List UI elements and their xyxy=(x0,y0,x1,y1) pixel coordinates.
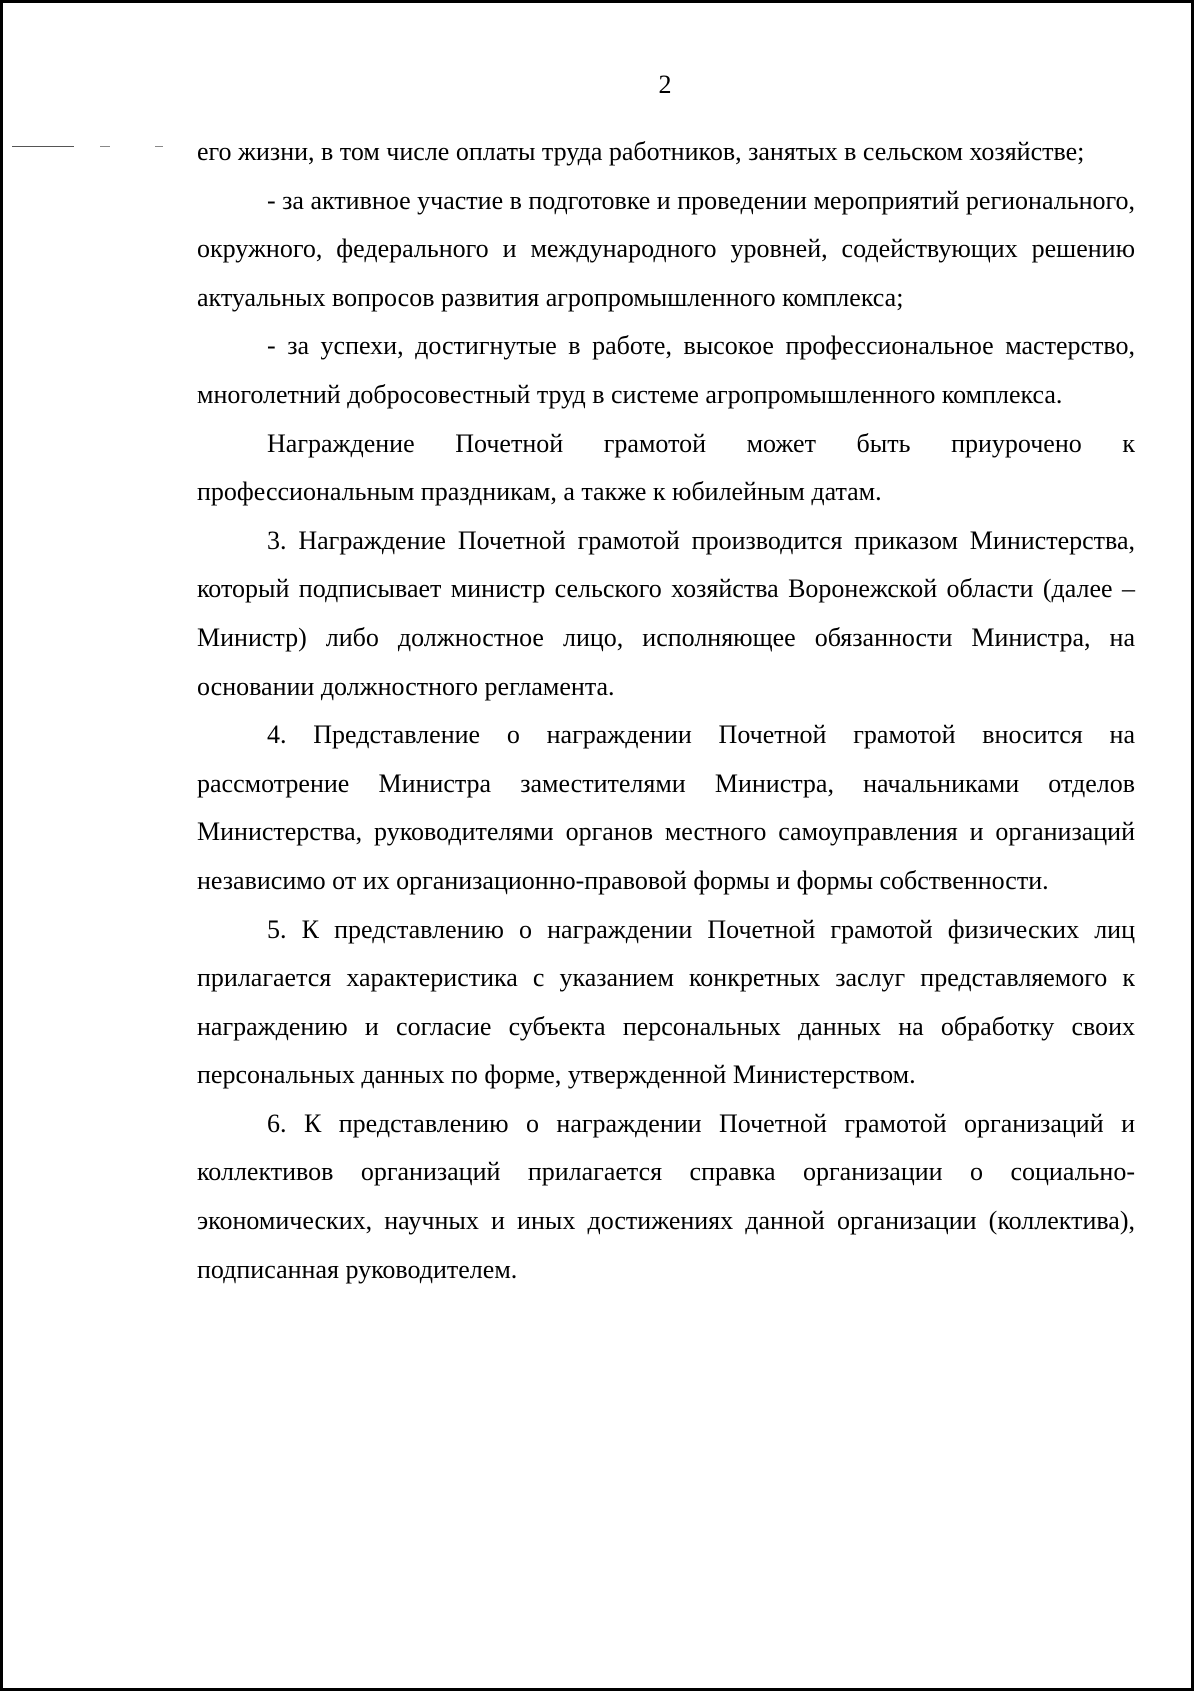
scan-artifact-dash xyxy=(155,146,163,147)
paragraph-item-5: 5. К представлению о награждении Почетной грамотой физических лиц прилагается характеристика с указанием конкретных заслуг представляемого к награждению и согласие субъекта персональных данных на обработку своих персональных данных по форме, утвержденной Министерством. xyxy=(197,914,1135,1090)
scan-artifact-line xyxy=(12,146,74,147)
paragraph-bullet-participation: - за активное участие в подготовке и проведении мероприятий регионального, окружного, федерального и международного уровней, содействующих решению актуальных вопросов развития агропромышленного комплекса; xyxy=(197,185,1135,312)
paragraph-bullet-achievements: - за успехи, достигнутые в работе, высокое профессиональное мастерство, многолетний добросовестный труд в системе агропромышленного комплекса. xyxy=(197,331,1135,409)
scan-artifact-dash xyxy=(100,146,110,147)
paragraph-continuation: его жизни, в том числе оплаты труда работников, занятых в сельском хозяйстве; xyxy=(197,137,1085,166)
paragraph-item-3: 3. Награждение Почетной грамотой производится приказом Министерства, который подписывает министр сельского хозяйства Воронежской области (далее – Министр) либо должностное лицо, исполняющее обязанности Министра, на основании должностного регламента. xyxy=(197,525,1135,701)
page-number: 2 xyxy=(658,70,672,99)
paragraph-holidays: Награждение Почетной грамотой может быть приурочено к профессиональным праздникам, а также к юбилейным датам. xyxy=(197,428,1135,507)
paragraph-item-4: 4. Представление о награждении Почетной грамотой вносится на рассмотрение Министра заместителями Министра, начальниками отделов Министерства, руководителями органов местного самоуправления и организаций независимо от их организационно-правовой формы и формы собственности. xyxy=(197,720,1135,895)
document-body xyxy=(197,128,1135,1294)
paragraph-item-6: 6. К представлению о награждении Почетной грамотой организаций и коллективов организаций прилагается справка организации о социально-экономических, научных и иных достижениях данной организации (коллектива), подписанная руководителем. xyxy=(197,1108,1135,1284)
